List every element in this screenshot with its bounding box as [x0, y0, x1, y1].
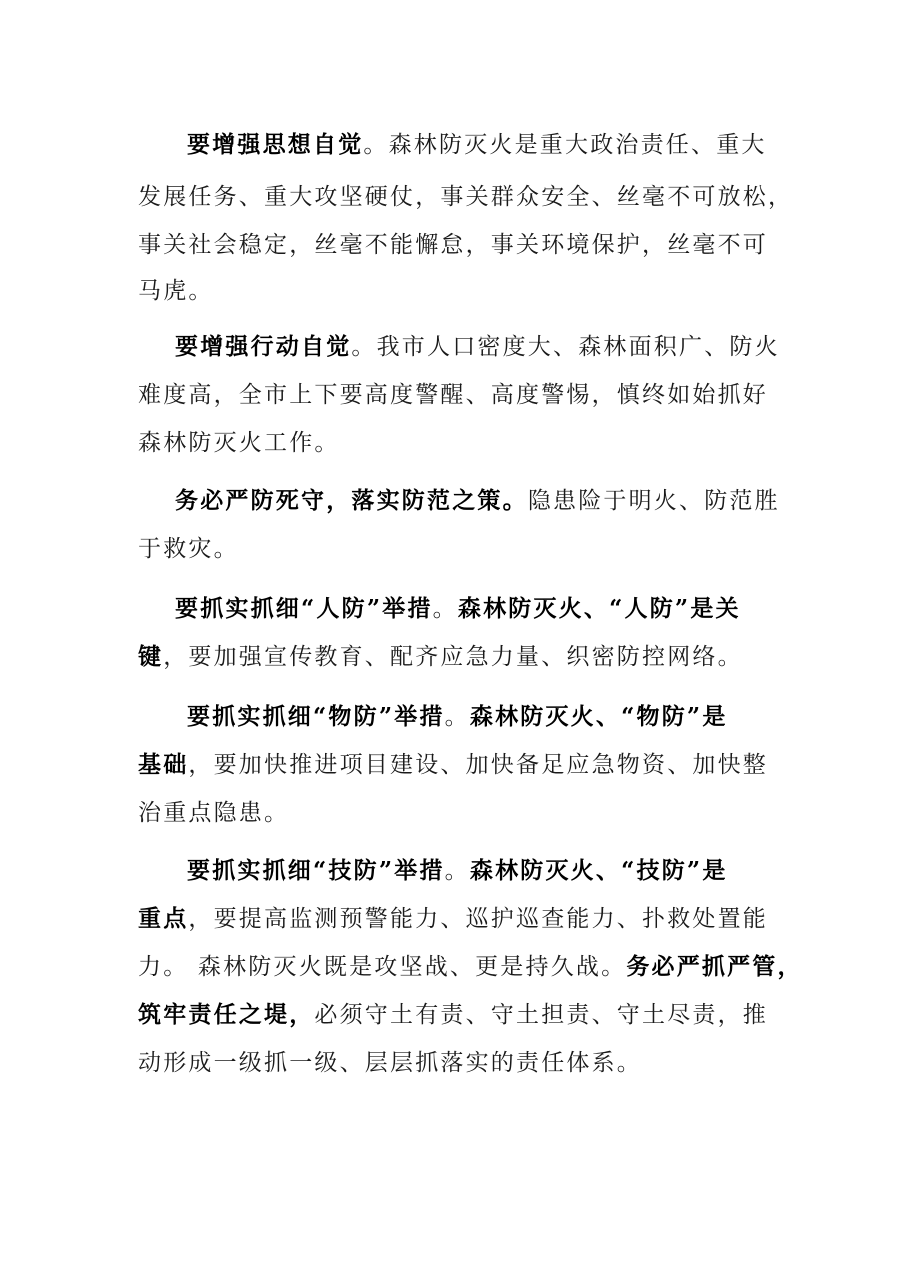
paragraph-line	[138, 428, 340, 458]
paragraph-line	[187, 702, 728, 732]
body-text: 森林防灭火工作。	[138, 430, 340, 456]
body-text: 治重点隐患。	[138, 800, 290, 826]
body-text: 。森林防灭火是重大政治责任、重大	[363, 132, 767, 158]
body-text: ，要加快推进项目建设、加快备足应急物资、加快整	[188, 752, 769, 778]
paragraph-line	[138, 534, 239, 564]
paragraph-line	[138, 230, 768, 260]
body-text: 隐患险于明火、防范胜	[527, 488, 780, 514]
body-text: 难度高，全市上下要高度警醒、高度警惕，慎终如始抓好	[138, 382, 768, 408]
body-text: 必须守土有责、守土担责、守土尽责，推	[314, 1002, 769, 1028]
bold-text: 要增强行动自觉	[175, 333, 352, 360]
paragraph-line	[187, 856, 728, 886]
paragraph-line	[138, 380, 768, 410]
bold-text: 森林防灭火、“物防”是	[469, 703, 728, 730]
bold-text: 键	[138, 643, 164, 670]
body-text: 。我市人口密度大、森林面积广、防火	[351, 334, 780, 360]
bold-text: 基础	[138, 751, 189, 778]
paragraph-line	[138, 642, 743, 672]
body-text: 力。 森林防灭火既是攻坚战、更是持久战。	[138, 954, 627, 980]
paragraph-line	[175, 332, 780, 362]
bold-text: 要抓实抓细“技防”举措	[187, 857, 445, 884]
bold-text: 重点	[138, 905, 189, 932]
paragraph-line	[138, 1000, 768, 1030]
bold-text: 要抓实抓细“人防”举措	[175, 595, 433, 622]
paragraph-line	[138, 1048, 642, 1078]
bold-text: 务必严防死守，落实防范之策。	[175, 487, 528, 514]
bold-text: 森林防灭火、“技防”是	[469, 857, 728, 884]
body-text: 事关社会稳定，丝毫不能懈怠，事关环境保护，丝毫不可	[138, 232, 768, 258]
paragraph-line	[187, 130, 767, 160]
body-text: 。	[444, 704, 470, 730]
paragraph-line	[138, 952, 803, 982]
body-text: ，要加强宣传教育、配齐应急力量、织密防控网络。	[163, 644, 743, 670]
body-text: ，要提高监测预警能力、巡护巡查能力、扑救处置能	[188, 906, 769, 932]
paragraph-line	[138, 750, 768, 780]
body-text: 。	[432, 596, 458, 622]
paragraph-line	[175, 594, 741, 624]
bold-text: 务必严抓严管，	[626, 953, 803, 980]
body-text: 马虎。	[138, 278, 214, 304]
bold-text: 要增强思想自觉	[187, 131, 364, 158]
body-text: 于救灾。	[138, 536, 239, 562]
bold-text: 筑牢责任之堤，	[138, 1001, 315, 1028]
paragraph-line	[138, 798, 289, 828]
body-text: 动形成一级抓一级、层层抓落实的责任体系。	[138, 1050, 642, 1076]
paragraph-line	[175, 486, 780, 516]
paragraph-line	[138, 904, 768, 934]
bold-text: 要抓实抓细“物防”举措	[187, 703, 445, 730]
bold-text: 森林防灭火、“人防”是关	[457, 595, 741, 622]
body-text: 。	[444, 858, 470, 884]
paragraph-line	[138, 276, 214, 306]
body-text: 发展任务、重大攻坚硬仗，事关群众安全、丝毫不可放松，	[138, 184, 794, 210]
paragraph-line	[138, 182, 793, 212]
